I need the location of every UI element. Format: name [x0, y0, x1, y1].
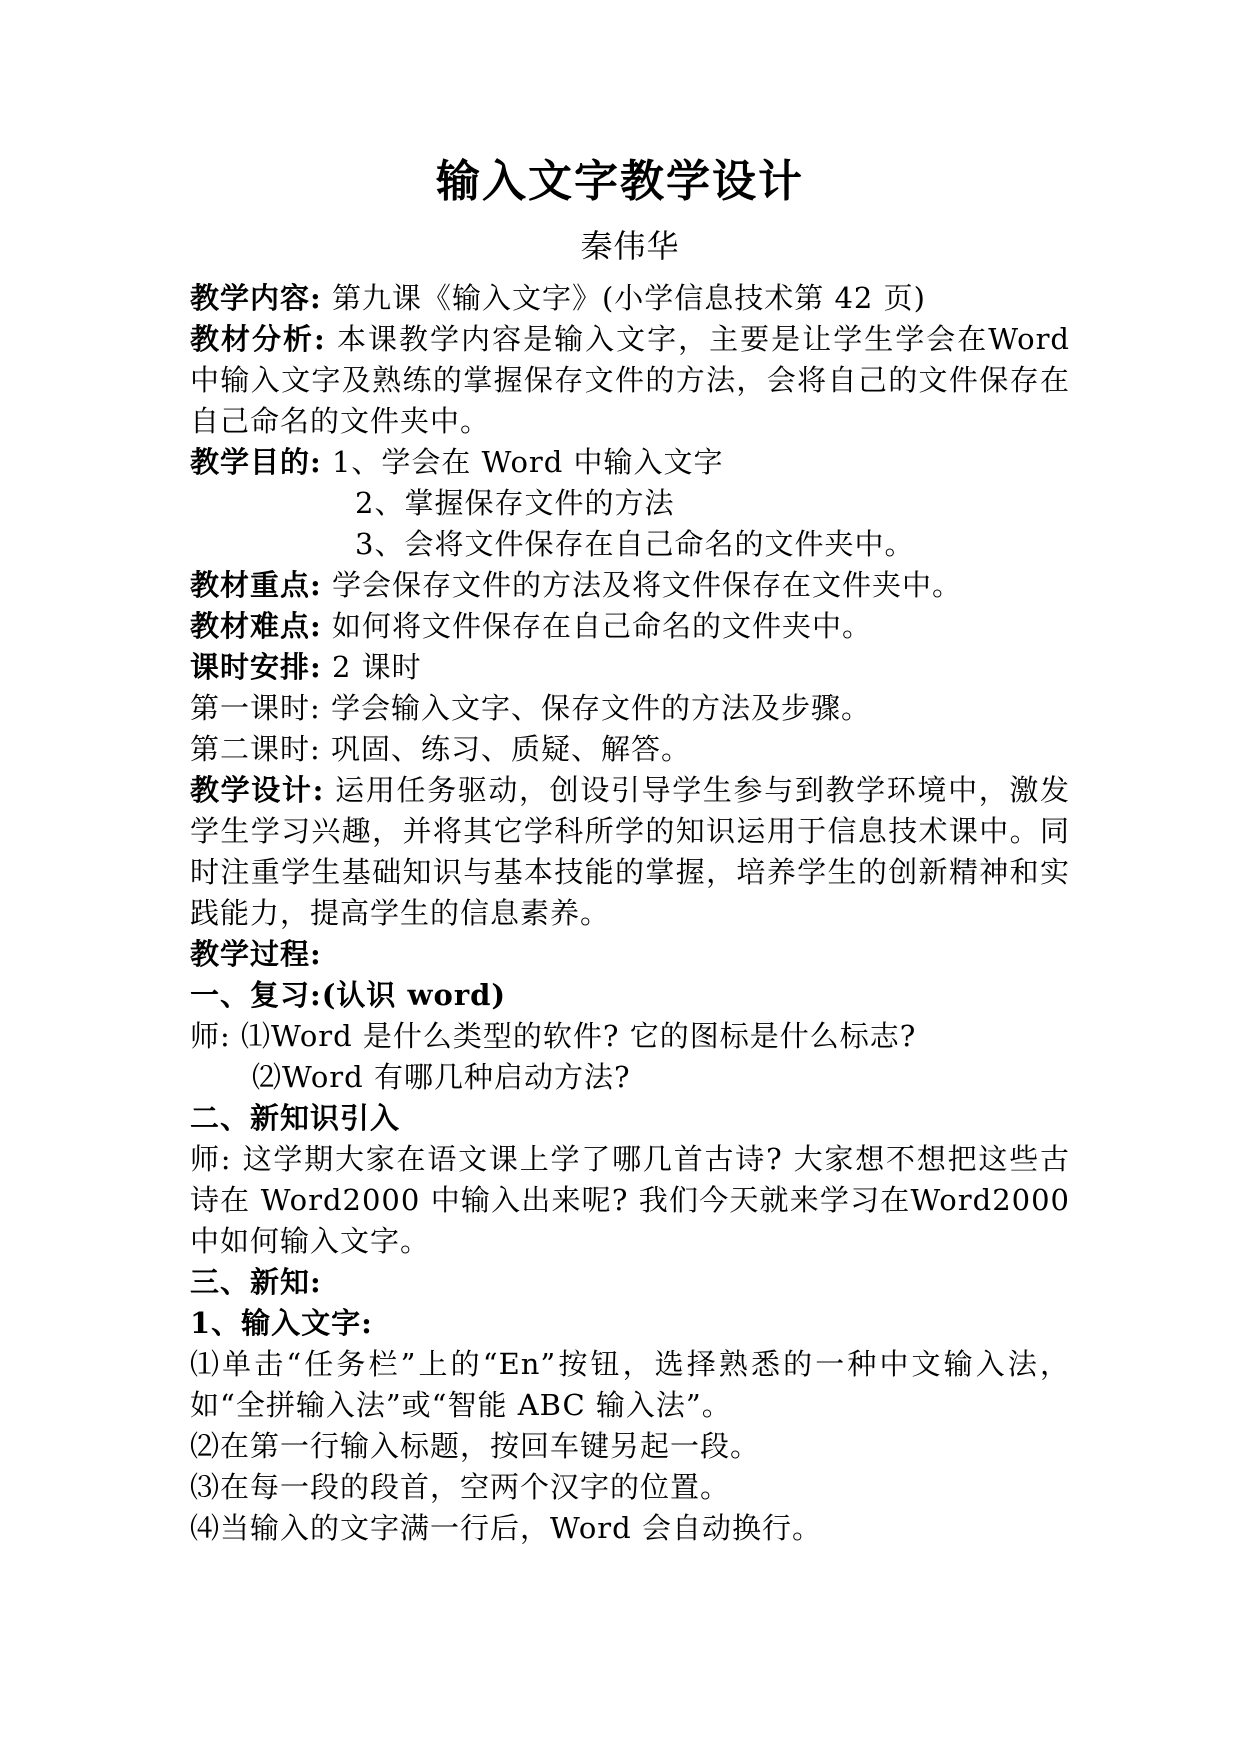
material-analysis-label: 教材分析: — [190, 322, 326, 356]
teaching-design-label: 教学设计: — [190, 773, 325, 807]
teaching-process-heading: 教学过程: — [190, 937, 322, 971]
teaching-goal-3: 3、会将文件保存在自己命名的文件夹中。 — [355, 527, 915, 561]
intro-heading: 二、新知识引入 — [190, 1101, 401, 1135]
teaching-design — [190, 770, 1070, 934]
teaching-goal-text: 1、学会在 Word 中输入文字 — [331, 445, 724, 479]
teaching-goal-2: 2、掌握保存文件的方法 — [355, 486, 675, 520]
teaching-content-label: 教学内容: — [190, 281, 322, 315]
lesson-1: 第一课时: 学会输入文字、保存文件的方法及步骤。 — [190, 691, 871, 725]
document-page — [190, 146, 1070, 1549]
schedule — [190, 647, 1070, 688]
review-heading: 一、复习:(认识 word) — [190, 978, 507, 1012]
step-2: ⑵在第一行输入标题，按回车键另起一段。 — [190, 1429, 761, 1463]
intro-text: 师: 这学期大家在语文课上学了哪几首古诗? 大家想不想把这些古诗在 Word2000 中输入出来呢? 我们今天就来学习在Word2000 中如何输入文字。 — [190, 1142, 1070, 1258]
teaching-goals-label: 教学目的: — [190, 445, 322, 479]
teaching-content-text: 第九课《输入文字》(小学信息技术第 42 页) — [331, 281, 926, 315]
difficult-point-text: 如何将文件保存在自己命名的文件夹中。 — [331, 609, 872, 643]
step-3: ⑶在每一段的段首，空两个汉字的位置。 — [190, 1470, 731, 1504]
key-point-text: 学会保存文件的方法及将文件保存在文件夹中。 — [331, 568, 962, 602]
author-name: 秦伟华 — [580, 227, 680, 265]
teaching-content — [190, 278, 1070, 319]
step-1: ⑴单击“任务栏”上的“En”按钮，选择熟悉的一种中文输入法，如“全拼输入法”或“智能 ABC 输入法”。 — [190, 1347, 1070, 1422]
new-knowledge-heading: 三、新知: — [190, 1265, 322, 1299]
teaching-goal-1 — [190, 442, 1070, 483]
input-text-heading: 1、输入文字: — [190, 1306, 373, 1340]
difficult-point — [190, 606, 1070, 647]
material-analysis — [190, 319, 1070, 442]
key-point — [190, 565, 1070, 606]
key-point-label: 教材重点: — [190, 568, 322, 602]
review-question-1: 师: ⑴Word 是什么类型的软件? 它的图标是什么标志? — [190, 1019, 917, 1053]
review-question-2: ⑵Word 有哪几种启动方法? — [252, 1060, 631, 1094]
material-analysis-text: 本课教学内容是输入文字，主要是让学生学会在Word 中输入文字及熟练的掌握保存文件的方法，会将自己的文件保存在自己命名的文件夹中。 — [190, 322, 1070, 438]
schedule-text: 2 课时 — [331, 650, 422, 684]
step-4: ⑷当输入的文字满一行后，Word 会自动换行。 — [190, 1511, 822, 1545]
difficult-point-label: 教材难点: — [190, 609, 322, 643]
schedule-label: 课时安排: — [190, 650, 322, 684]
document-title: 输入文字教学设计 — [436, 156, 804, 207]
lesson-2: 第二课时: 巩固、练习、质疑、解答。 — [190, 732, 691, 766]
teaching-design-text: 运用任务驱动，创设引导学生参与到教学环境中，激发学生学习兴趣，并将其它学科所学的知识运用于信息技术课中。同时注重学生基础知识与基本技能的掌握，培养学生的创新精神和实践能力，提高学生的信息素养。 — [190, 773, 1070, 930]
